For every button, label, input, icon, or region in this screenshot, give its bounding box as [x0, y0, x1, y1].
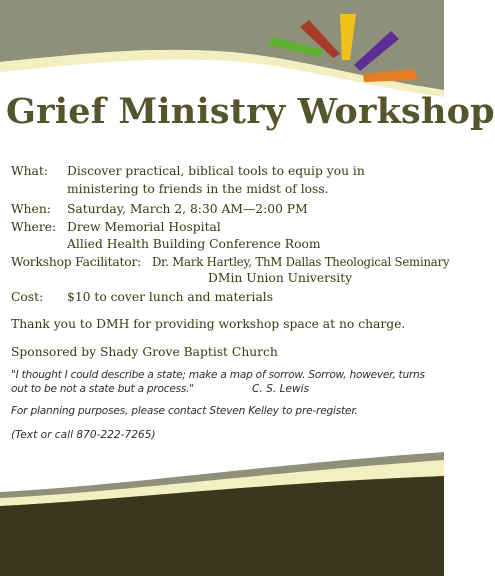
- thanks-text: Thank you to DMH for providing workshop space at no charge.: [11, 317, 406, 331]
- sponsor-text: Sponsored by Shady Grove Baptist Church: [11, 345, 278, 359]
- quote-line-1: "I thought I could describe a state; make a map of sorrow. Sorrow, however, turns: [11, 369, 425, 381]
- cost-label: Cost:: [11, 290, 44, 304]
- what-line-1: Discover practical, biblical tools to equip you in: [67, 164, 365, 178]
- contact-text: (Text or call 870-222-7265): [11, 429, 156, 441]
- facilitator-label: Workshop Facilitator:: [11, 255, 142, 269]
- when-label: When:: [11, 202, 51, 216]
- facilitator-line-2: DMin Union University: [208, 271, 353, 285]
- quote-line-2: out to be not a state but a process.": [11, 383, 194, 395]
- what-label: What:: [11, 164, 48, 178]
- where-line-2: Allied Health Building Conference Room: [67, 237, 321, 251]
- page-title: Grief Ministry Workshop: [6, 91, 495, 132]
- where-label: Where:: [11, 220, 57, 234]
- what-line-2: ministering to friends in the midst of loss.: [67, 182, 329, 196]
- cost-value: $10 to cover lunch and materials: [67, 290, 274, 304]
- where-line-1: Drew Memorial Hospital: [67, 220, 221, 234]
- quote-author: C. S. Lewis: [252, 383, 310, 395]
- when-value: Saturday, March 2, 8:30 AM—2:00 PM: [67, 202, 308, 216]
- planning-text: For planning purposes, please contact Steven Kelley to pre-register.: [11, 405, 358, 417]
- bottom-banner: [0, 436, 444, 576]
- facilitator-line-1: Dr. Mark Hartley, ThM Dallas Theological Seminary: [152, 255, 450, 269]
